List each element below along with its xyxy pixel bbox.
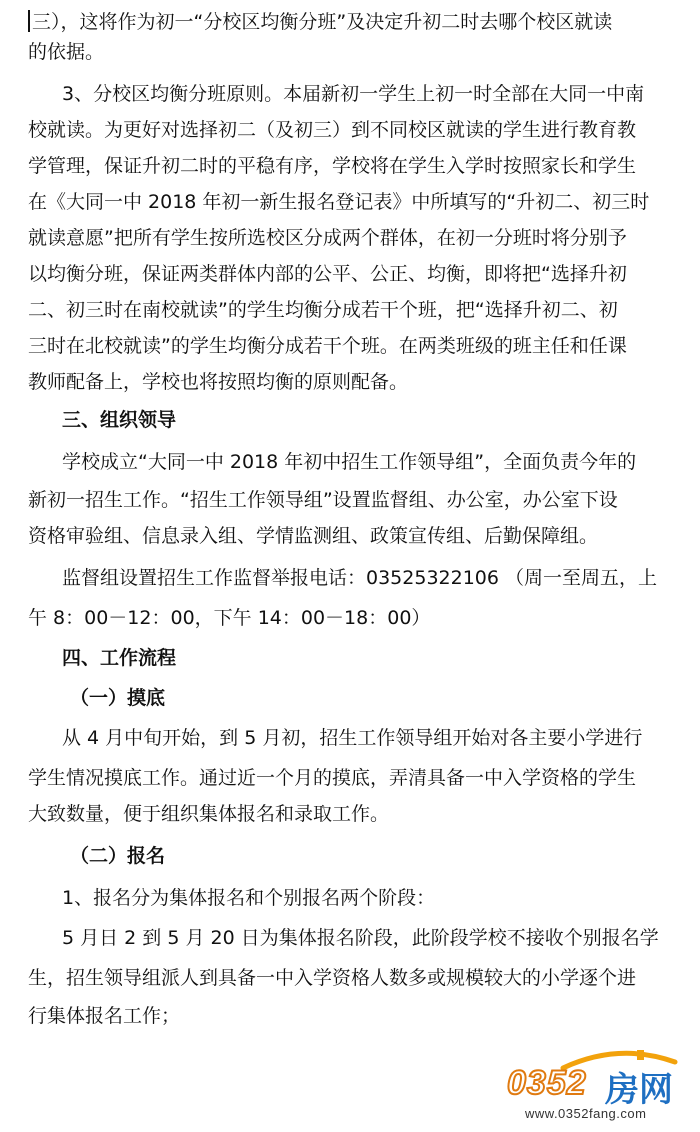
- text-line: 监督组设置招生工作监督举报电话：03525322106 （周一至周五，上: [62, 567, 658, 589]
- text-line: 大致数量，便于组织集体报名和录取工作。: [28, 803, 390, 825]
- text-line: 的依据。: [28, 41, 105, 63]
- text-line: 三时在北校就读”的学生均衡分成若干个班。在两类班级的班主任和任课: [28, 335, 627, 357]
- subsection-heading: （一）摸底: [70, 687, 166, 709]
- watermark-url: www.0352fang.com: [525, 1106, 647, 1121]
- text-line: 学校成立“大同一中 2018 年初中招生工作领导组”，全面负责今年的: [62, 451, 637, 473]
- text-line: 校就读。为更好对选择初二（及初三）到不同校区就读的学生进行教育教: [28, 119, 637, 141]
- section-heading: 三、组织领导: [62, 409, 177, 431]
- text-line: 从 4 月中旬开始，到 5 月初，招生工作领导组开始对各主要小学进行: [62, 727, 643, 749]
- text-line: 行集体报名工作；: [28, 1005, 181, 1027]
- text-line: 以均衡分班，保证两类群体内部的公平、公正、均衡，即将把“选择升初: [28, 263, 627, 285]
- text-line: 学管理，保证升初二时的平稳有序，学校将在学生入学时按照家长和学生: [28, 155, 637, 177]
- line-text: 三），这将作为初一“分校区均衡分班”及决定升初二时去哪个校区就读: [32, 11, 613, 33]
- watermark-logo: [507, 1048, 692, 1124]
- text-line: 教师配备上，学校也将按照均衡的原则配备。: [28, 371, 409, 393]
- text-line: 资格审验组、信息录入组、学情监测组、政策宣传组、后勤保障组。: [28, 525, 599, 547]
- section-heading: 四、工作流程: [62, 647, 177, 669]
- text-line: 3、分校区均衡分班原则。本届新初一学生上初一时全部在大同一中南: [62, 83, 645, 105]
- text-line: 就读意愿”把所有学生按所选校区分成两个群体，在初一分班时将分别予: [28, 227, 627, 249]
- text-line: 二、初三时在南校就读”的学生均衡分成若干个班，把“选择升初二、初: [28, 299, 618, 321]
- text-line: 5 月日 2 到 5 月 20 日为集体报名阶段，此阶段学校不接收个别报名学: [62, 927, 659, 949]
- text-line: 新初一招生工作。“招生工作领导组”设置监督组、办公室，办公室下设: [28, 489, 618, 511]
- text-line: 1、报名分为集体报名和个别报名两个阶段：: [62, 887, 436, 909]
- text-line: [28, 0, 612, 44]
- text-cursor: [28, 10, 30, 32]
- text-line: 学生情况摸底工作。通过近一个月的摸底，弄清具备一中入学资格的学生: [28, 767, 637, 789]
- text-line: 生，招生领导组派人到具备一中入学资格人数多或规模较大的小学逐个进: [28, 967, 637, 989]
- subsection-heading: （二）报名: [70, 845, 166, 867]
- text-line: 午 8：00－12：00，下午 14：00－18：00）: [28, 607, 431, 629]
- watermark-number: 0352: [507, 1064, 587, 1102]
- text-line: 在《大同一中 2018 年初一新生报名登记表》中所填写的“升初二、初三时: [28, 191, 650, 213]
- watermark-brand: 房网: [605, 1070, 673, 1110]
